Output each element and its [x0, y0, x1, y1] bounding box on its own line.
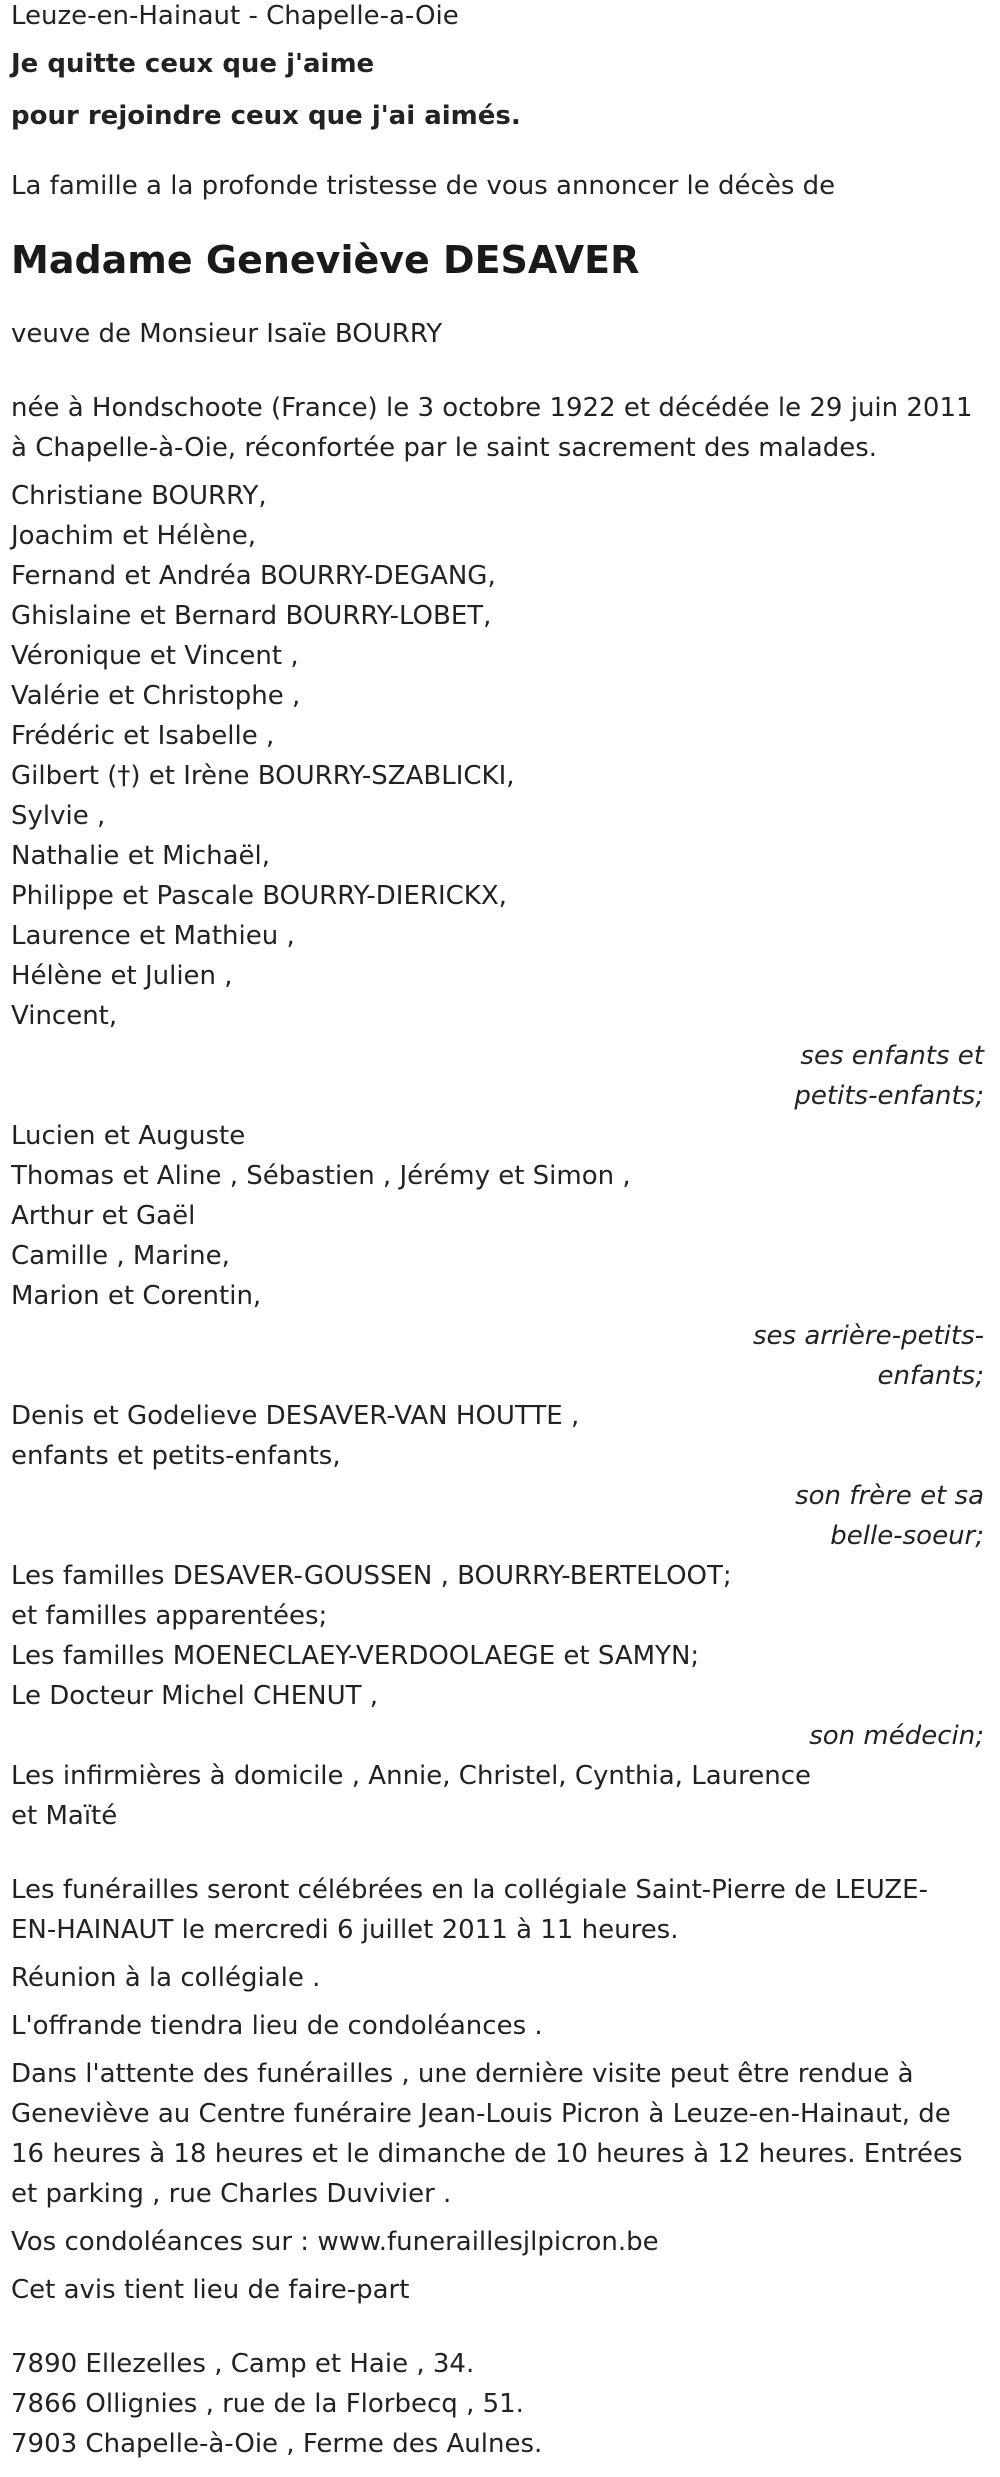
birth-death-line-2: à Chapelle-à-Oie, réconfortée par le saint sacrement des malades.	[11, 433, 878, 463]
quote-line-2: pour rejoindre ceux que j'ai aimés.	[11, 101, 521, 131]
list-item: Vincent,	[11, 1001, 118, 1031]
list-item: et familles apparentées;	[11, 1601, 328, 1631]
list-item: Thomas et Aline , Sébastien , Jérémy et Simon ,	[11, 1161, 631, 1191]
doctor-relation: son médecin;	[809, 1721, 984, 1751]
visit-line-2: Geneviève au Centre funéraire Jean-Louis Picron à Leuze-en-Hainaut, de	[11, 2099, 951, 2129]
address-line: 7903 Chapelle-à-Oie , Ferme des Aulnes.	[11, 2429, 543, 2459]
nurses-line-2: et Maïté	[11, 1801, 118, 1831]
siblings-relation-line-1: son frère et sa	[795, 1481, 984, 1511]
list-item: Nathalie et Michaël,	[11, 841, 270, 871]
notice-text: Cet avis tient lieu de faire-part	[11, 2275, 410, 2305]
children-relation-line-2: petits-enfants;	[794, 1081, 984, 1111]
great-grandchildren-list	[11, 1116, 984, 1316]
funeral-line-2: EN-HAINAUT le mercredi 6 juillet 2011 à 11 heures.	[11, 1915, 679, 1945]
list-item: Gilbert (†) et Irène BOURRY-SZABLICKI,	[11, 761, 515, 791]
children-relation-line-1: ses enfants et	[800, 1041, 984, 1071]
families-list	[11, 1556, 984, 1716]
address-line: 7890 Ellezelles , Camp et Haie , 34.	[11, 2349, 475, 2379]
list-item: Arthur et Gaël	[11, 1201, 196, 1231]
visit-line-4: et parking , rue Charles Duvivier .	[11, 2179, 452, 2209]
birth-death-line-1: née à Hondschoote (France) le 3 octobre 1922 et décédée le 29 juin 2011	[11, 393, 973, 423]
offering-text: L'offrande tiendra lieu de condoléances .	[11, 2011, 543, 2041]
visit-line-3: 16 heures à 18 heures et le dimanche de 10 heures à 12 heures. Entrées	[11, 2139, 963, 2169]
location-line: Leuze-en-Hainaut - Chapelle-a-Oie	[11, 1, 459, 31]
list-item: Hélène et Julien ,	[11, 961, 233, 991]
children-list	[11, 476, 984, 1036]
condolences-text: Vos condoléances sur : www.funeraillesjlpicron.be	[11, 2227, 659, 2257]
funeral-line-1: Les funérailles seront célébrées en la collégiale Saint-Pierre de LEUZE-	[11, 1875, 928, 1905]
great-grandchildren-relation-line-1: ses arrière-petits-	[753, 1321, 984, 1351]
deceased-name: Madame Geneviève DESAVER	[11, 238, 640, 282]
widow-of-text: veuve de Monsieur Isaïe BOURRY	[11, 319, 443, 349]
reunion-text: Réunion à la collégiale .	[11, 1963, 321, 1993]
list-item: Le Docteur Michel CHENUT ,	[11, 1681, 379, 1711]
list-item: Véronique et Vincent ,	[11, 641, 299, 671]
list-item: Denis et Godelieve DESAVER-VAN HOUTTE ,	[11, 1401, 580, 1431]
list-item: Christiane BOURRY,	[11, 481, 267, 511]
list-item: Camille , Marine,	[11, 1241, 230, 1271]
great-grandchildren-relation-line-2: enfants;	[877, 1361, 984, 1391]
list-item: Philippe et Pascale BOURRY-DIERICKX,	[11, 881, 507, 911]
list-item: Sylvie ,	[11, 801, 106, 831]
announcement-text: La famille a la profonde tristesse de vous annoncer le décès de	[11, 171, 836, 201]
quote-line-1: Je quitte ceux que j'aime	[11, 49, 375, 79]
addresses-list	[11, 2344, 984, 2464]
list-item: Joachim et Hélène,	[11, 521, 257, 551]
list-item: enfants et petits-enfants,	[11, 1441, 341, 1471]
siblings-relation-line-2: belle-soeur;	[830, 1521, 984, 1551]
list-item: Frédéric et Isabelle ,	[11, 721, 275, 751]
visit-line-1: Dans l'attente des funérailles , une dernière visite peut être rendue à	[11, 2059, 914, 2089]
list-item: Valérie et Christophe ,	[11, 681, 301, 711]
list-item: Lucien et Auguste	[11, 1121, 246, 1151]
list-item: Ghislaine et Bernard BOURRY-LOBET,	[11, 601, 492, 631]
list-item: Les familles DESAVER-GOUSSEN , BOURRY-BERTELOOT;	[11, 1561, 732, 1591]
siblings-list	[11, 1396, 984, 1476]
list-item: Marion et Corentin,	[11, 1281, 262, 1311]
address-line: 7866 Ollignies , rue de la Florbecq , 51.	[11, 2389, 524, 2419]
list-item: Les familles MOENECLAEY-VERDOOLAEGE et SAMYN;	[11, 1641, 700, 1671]
nurses-line-1: Les infirmières à domicile , Annie, Christel, Cynthia, Laurence	[11, 1761, 811, 1791]
list-item: Laurence et Mathieu ,	[11, 921, 295, 951]
list-item: Fernand et Andréa BOURRY-DEGANG,	[11, 561, 496, 591]
